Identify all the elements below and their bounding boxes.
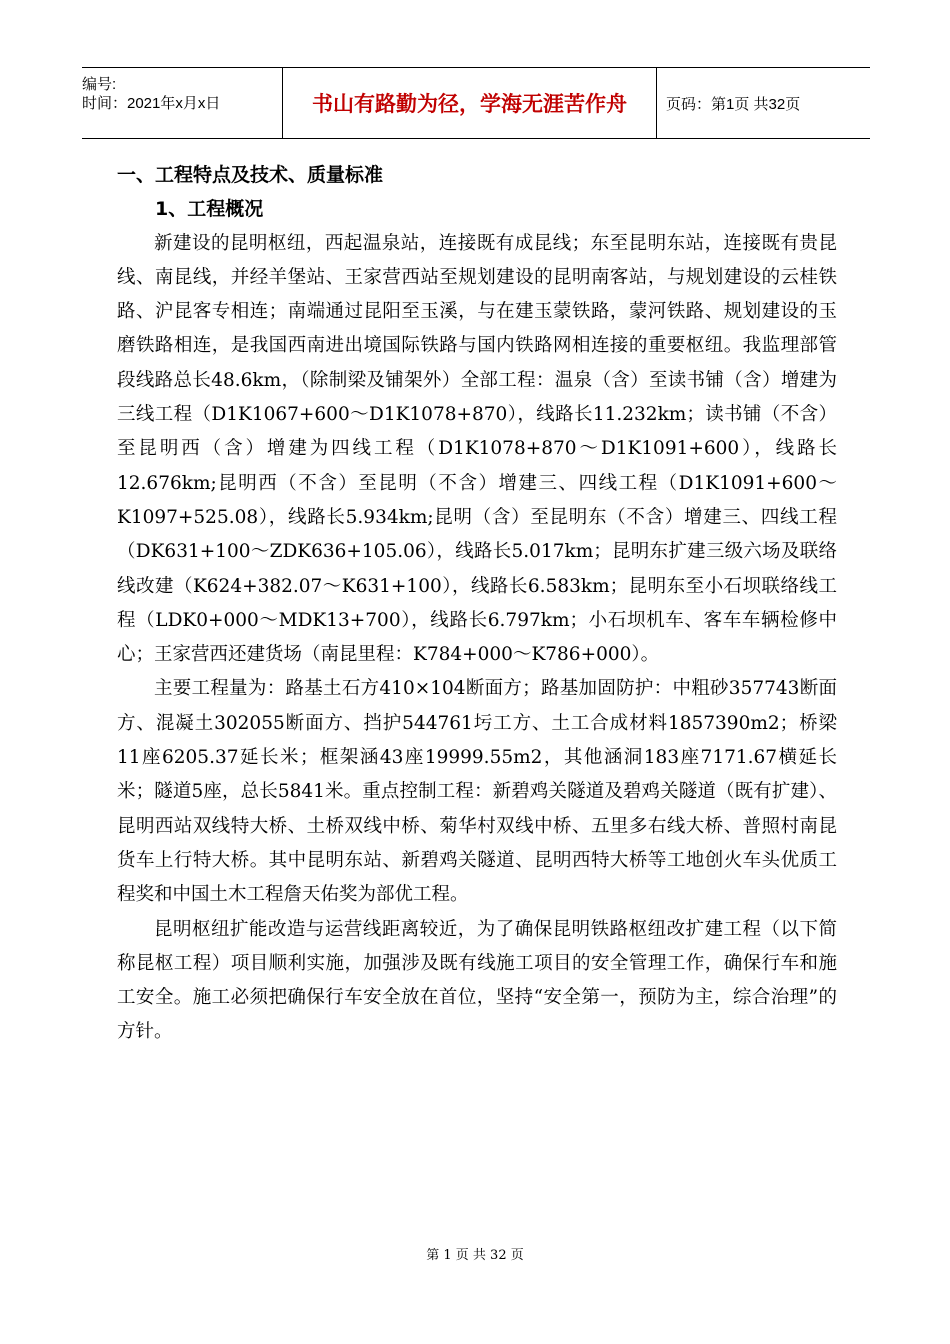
page-header	[82, 67, 870, 139]
paragraph-safety: 昆明枢纽扩能改造与运营线距离较近，为了确保昆明铁路枢纽改扩建工程（以下简称昆枢工程）项目顺利实施，加强涉及既有线施工项目的安全管理工作，确保行车和施工安全。施工必须把确保行车安全放在首位，坚持“安全第一，预防为主，综合治理”的方针。	[117, 918, 837, 1043]
document-body	[117, 158, 837, 1050]
page-footer: 第 1 页 共 32 页	[426, 1248, 524, 1263]
paragraph-quantities: 主要工程量为：路基土石方410×104断面方；路基加固防护：中粗砂357743断面方、混凝土302055断面方、挡护544761圬工方、土工合成材料1857390m2；桥梁11座6205.37延长米；框架涵43座19999.55m2，其他涵洞183座7171.67横延长米；隧道5座，总长5841米。重点控制工程：新碧鸡关隧道及碧鸡关隧道（既有扩建）、昆明西站双线特大桥、土桥双线中桥、菊华村双线中桥、五里多右线大桥、普照村南昆货车上行特大桥。其中昆明东站、新碧鸡关隧道、昆明西特大桥等工地创火车头优质工程奖和中国土木工程詹天佑奖为部优工程。	[117, 678, 837, 906]
header-page-info: 页码：第1页 共32页	[666, 95, 801, 113]
document-number-label: 编号:	[82, 76, 117, 93]
header-motto: 书山有路勤为径，学海无涯苦作舟	[283, 68, 657, 138]
subsection-heading: 1、工程概况	[155, 198, 264, 221]
section-heading: 一、工程特点及技术、质量标准	[117, 164, 384, 186]
document-date: 时间：2021年x月x日	[82, 95, 221, 112]
paragraph-overview: 新建设的昆明枢纽，西起温泉站，连接既有成昆线；东至昆明东站，连接既有贵昆线、南昆线，并经羊堡站、王家营西站至规划建设的昆明南客站，与规划建设的云桂铁路、沪昆客专相连；南端通过昆阳至玉溪，与在建玉蒙铁路，蒙河铁路、规划建设的玉磨铁路相连，是我国西南进出境国际铁路与国内铁路网相连接的重要枢纽。我监理部管段线路总长48.6km，（除制梁及铺架外）全部工程：温泉（含）至读书铺（含）增建为三线工程（D1K1067+600～D1K1078+870），线路长11.232km；读书铺（不含）至昆明西（含）增建为四线工程（D1K1078+870～D1K1091+600），线路长12.676km;昆明西（不含）至昆明（不含）增建三、四线工程（D1K1091+600～K1097+525.08），线路长5.934km;昆明（含）至昆明东（不含）增建三、四线工程（DK631+100～ZDK636+105.06），线路长5.017km；昆明东扩建三级六场及联络线改建（K624+382.07～K631+100），线路长6.583km；昆明东至小石坝联络线工程（LDK0+000～MDK13+700），线路长6.797km；小石坝机车、客车车辆检修中心；王家营西还建货场（南昆里程：K784+000～K786+000）。	[117, 232, 837, 666]
header-meta	[82, 68, 283, 138]
